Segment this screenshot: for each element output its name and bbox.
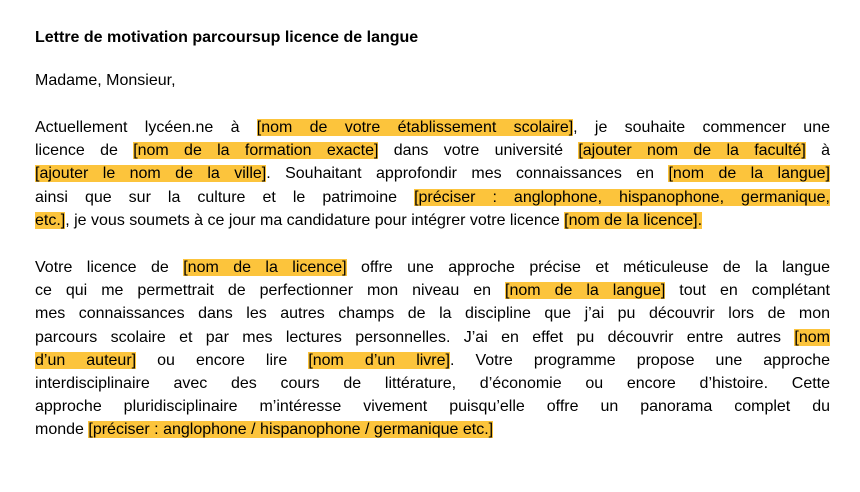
text-line xyxy=(35,349,830,372)
placeholder-highlight: [ajouter nom de la faculté] xyxy=(578,142,806,160)
text-run: licence de xyxy=(35,142,134,160)
placeholder-highlight: [nom de la formation exacte] xyxy=(133,142,379,160)
text-run: Actuellement lycéen.ne à xyxy=(35,119,257,136)
text-run: parcours scolaire et par mes lectures personnelles. J’ai en effet pu découvrir entre autres xyxy=(35,328,795,346)
placeholder-highlight: [nom de votre établissement scolaire] xyxy=(256,119,574,136)
text-run: , je vous soumets à ce jour ma candidature pour intégrer votre licence xyxy=(65,211,565,229)
paragraph-2 xyxy=(35,256,830,442)
placeholder-highlight: [nom xyxy=(794,328,830,346)
placeholder-highlight: [nom de la langue] xyxy=(505,282,666,300)
text-run: Votre licence de xyxy=(35,259,184,277)
text-line xyxy=(35,139,830,162)
text-line xyxy=(35,395,830,418)
placeholder-highlight: [ajouter le nom de la ville] xyxy=(35,165,267,183)
text-line xyxy=(35,162,830,185)
placeholder-highlight: [nom de la licence]. xyxy=(564,211,703,229)
text-line xyxy=(35,256,830,279)
text-run: interdisciplinaire avec des cours de littérature, d’économie ou encore d’histoire. Cette xyxy=(35,375,830,393)
placeholder-highlight: d’un auteur] xyxy=(35,351,137,369)
text-line xyxy=(35,116,830,139)
text-run: , je souhaite commencer une xyxy=(573,119,831,136)
text-run: approche pluridisciplinaire m’intéresse vivement puisqu’elle offre un panorama complet du xyxy=(35,398,830,416)
text-run: tout en complétant xyxy=(665,282,830,300)
salutation: Madame, Monsieur, xyxy=(35,72,176,89)
text-run: dans votre université xyxy=(378,142,579,160)
text-run: monde xyxy=(35,421,89,439)
placeholder-highlight: [nom de la licence] xyxy=(183,259,347,277)
text-run: ainsi que sur la culture et le patrimoine xyxy=(35,188,415,206)
text-run: à xyxy=(805,142,830,160)
text-line xyxy=(35,279,830,302)
placeholder-highlight: [nom de la langue] xyxy=(668,165,831,183)
text-line xyxy=(35,186,830,209)
placeholder-highlight: [nom d’un livre] xyxy=(308,351,450,369)
placeholder-highlight: etc.] xyxy=(35,211,66,229)
text-run: offre une approche précise et méticuleuse de la langue xyxy=(346,259,831,277)
paragraph-1 xyxy=(35,116,830,232)
text-run: . Souhaitant approfondir mes connaissances en xyxy=(266,165,669,183)
text-line xyxy=(35,372,830,395)
text-run: . Votre programme propose une approche xyxy=(449,351,830,369)
text-line xyxy=(35,209,830,232)
text-line xyxy=(35,326,830,349)
text-run: ce qui me permettrait de perfectionner mon niveau en xyxy=(35,282,506,300)
text-line xyxy=(35,418,830,441)
placeholder-highlight: [préciser : anglophone / hispanophone / germanique etc.] xyxy=(88,421,494,439)
document-title: Lettre de motivation parcoursup licence de langue xyxy=(35,29,419,46)
text-line xyxy=(35,302,830,325)
text-run: ou encore lire xyxy=(136,351,309,369)
placeholder-highlight: [préciser : anglophone, hispanophone, germanique, xyxy=(414,188,830,206)
text-run: mes connaissances dans les autres champs de la discipline que j’ai pu découvrir lors de mon xyxy=(35,305,830,323)
